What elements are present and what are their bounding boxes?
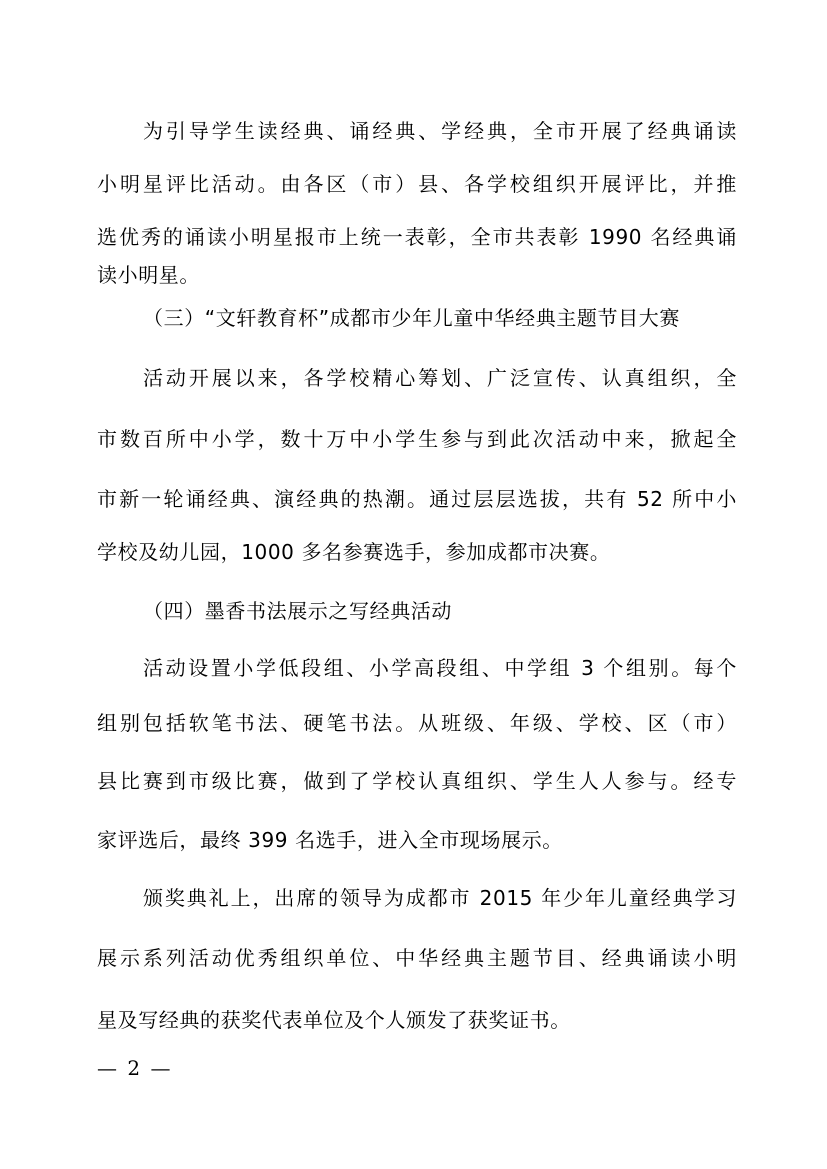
paragraph-line: 颁奖典礼上，出席的领导为成都市 2015 年少年儿童经典学习 <box>143 886 737 910</box>
section-heading: （四）墨香书法展示之写经典活动 <box>143 599 452 623</box>
paragraph-line: 活动开展以来，各学校精心筹划、广泛宣传、认真组织，全 <box>143 366 737 390</box>
paragraph-line: 为引导学生读经典、诵经典、学经典，全市开展了经典诵读 <box>143 119 737 143</box>
paragraph-line: 县比赛到市级比赛，做到了学校认真组织、学生人人参与。经专 <box>97 769 737 793</box>
paragraph-line: 市新一轮诵经典、演经典的热潮。通过层层选拔，共有 52 所中小 <box>97 487 737 511</box>
paragraph-line: 展示系列活动优秀组织单位、中华经典主题节目、经典诵读小明 <box>97 946 737 970</box>
paragraph-line: 活动设置小学低段组、小学高段组、中学组 3 个组别。每个 <box>143 656 737 680</box>
page-number: — 2 — <box>97 1056 173 1080</box>
paragraph-line: 组别包括软笔书法、硬笔书法。从班级、年级、学校、区（市） <box>97 711 737 735</box>
paragraph-line: 学校及幼儿园，1000 多名参赛选手，参加成都市决赛。 <box>97 540 611 564</box>
paragraph-line: 星及写经典的获奖代表单位及个人颁发了获奖证书。 <box>97 1008 571 1032</box>
paragraph-line: 家评选后，最终 399 名选手，进入全市现场展示。 <box>97 828 563 852</box>
paragraph-line: 小明星评比活动。由各区（市）县、各学校组织开展评比，并推 <box>97 172 737 196</box>
paragraph-line: 市数百所中小学，数十万中小学生参与到此次活动中来，掀起全 <box>97 427 737 451</box>
paragraph-line: 读小明星。 <box>97 263 200 287</box>
paragraph-line: 选优秀的诵读小明星报市上统一表彰，全市共表彰 1990 名经典诵 <box>97 225 737 249</box>
section-heading: （三）“文轩教育杯”成都市少年儿童中华经典主题节目大赛 <box>143 306 680 330</box>
